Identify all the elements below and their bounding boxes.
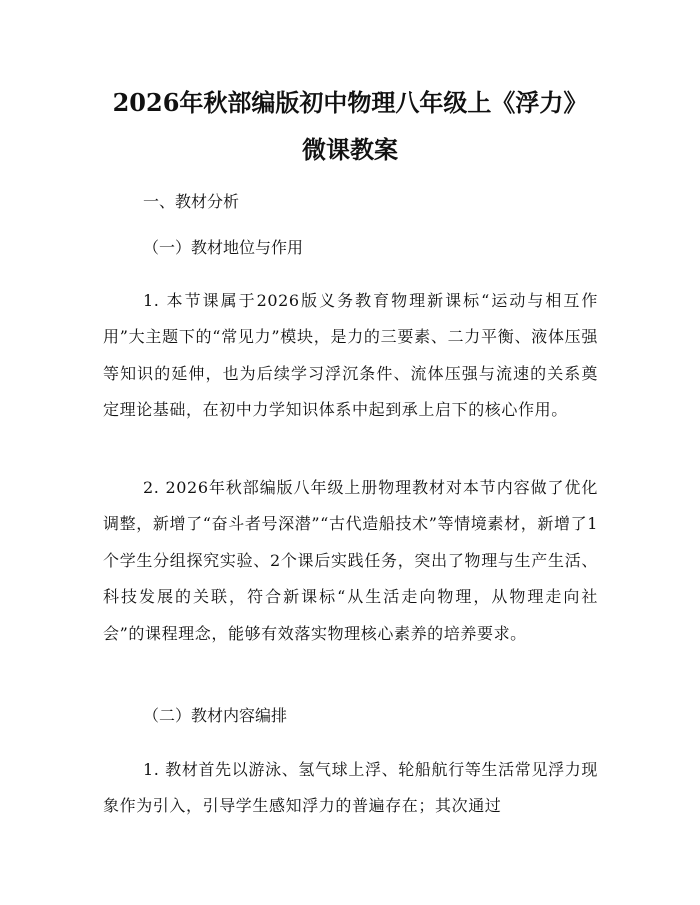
paragraph-1: 1. 本节课属于2026版义务教育物理新课标“运动与相互作用”大主题下的“常见力”模块，是力的三要素、二力平衡、液体压强等知识的延伸，也为后续学习浮沉条件、流体压强与流速的关系奠定理论基础，在初中力学知识体系中起到承上启下的核心作用。 — [103, 291, 598, 420]
subsection-heading-position-role: （一）教材地位与作用 — [143, 238, 304, 257]
document-title-line-2: 微课教案 — [302, 135, 398, 164]
section-heading-materials-analysis: 一、教材分析 — [143, 192, 240, 211]
subsection-heading-content-arrangement: （二）教材内容编排 — [143, 706, 288, 725]
paragraph-3: 1. 教材首先以游泳、氢气球上浮、轮船航行等生活常见浮力现象作为引入，引导学生感知浮力的普遍存在；其次通过 — [103, 760, 598, 816]
paragraph-2: 2. 2026年秋部编版八年级上册物理教材对本节内容做了优化调整，新增了“奋斗者号深潜”“古代造船技术”等情境素材，新增了1个学生分组探究实验、2个课后实践任务，突出了物理与生产生活、科技发展的关联，符合新课标“从生活走向物理，从物理走向社会”的课程理念，能够有效落实物理核心素养的培养要求。 — [103, 478, 598, 643]
document-title-line-1: 2026年秋部编版初中物理八年级上《浮力》 — [112, 88, 588, 117]
